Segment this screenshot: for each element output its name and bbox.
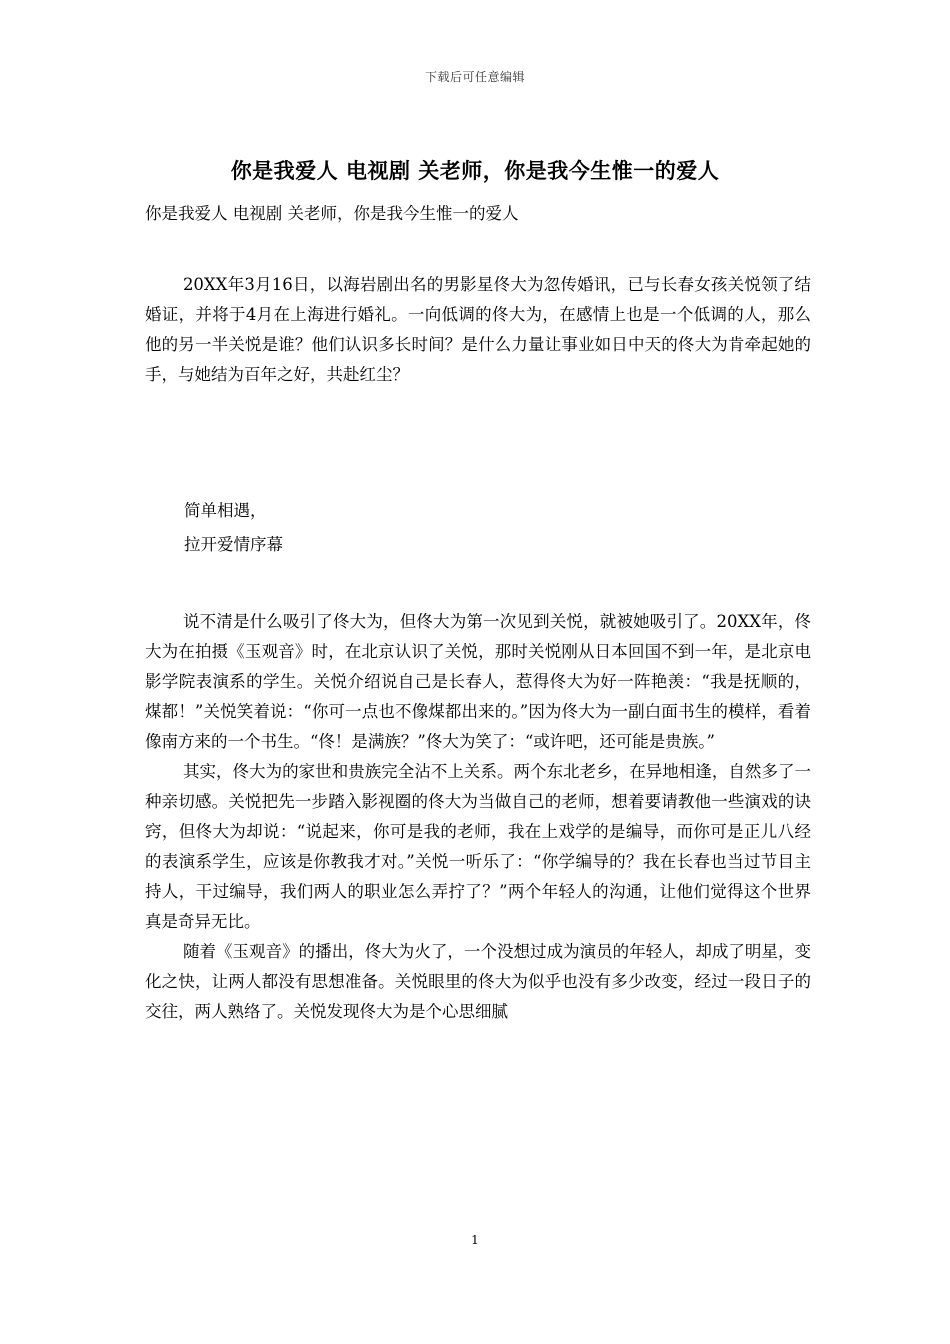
main-text-block (145, 607, 811, 1027)
intro-block (145, 270, 811, 390)
body-paragraph-3: 随着《玉观音》的播出，佟大为火了，一个没想过成为演员的年轻人，却成了明星，变化之快，让两人都没有思想准备。关悦眼里的佟大为似乎也没有多少改变，经过一段日子的交往，两人熟络了。关悦发现佟大为是个心思细腻 (145, 942, 811, 1021)
page-number: 1 (471, 1233, 479, 1247)
body-paragraph-2: 其实，佟大为的家世和贵族完全沾不上关系。两个东北老乡，在异地相逢，自然多了一种亲切感。关悦把先一步踏入影视圈的佟大为当做自己的老师，想着要请教他一些演戏的诀窍，但佟大为却说：“说起来，你可是我的老师，我在上戏学的是编导，而你可是正儿八经的表演系学生，应该是你教我才对。”关悦一听乐了：“你学编导的？我在长春也当过节目主持人，干过编导，我们两人的职业怎么弄拧了？”两个年轻人的沟通，让他们觉得这个世界真是奇异无比。 (145, 762, 811, 931)
intro-paragraph: 20XX年3月16日，以海岩剧出名的男影星佟大为忽传婚讯，已与长春女孩关悦领了结婚证，并将于4月在上海进行婚礼。一向低调的佟大为，在感情上也是一个低调的人，那么他的另一半关悦是谁？他们认识多长时间？是什么力量让事业如日中天的佟大为肯牵起她的手，与她结为百年之好，共赴红尘？ (145, 275, 811, 384)
section-heading-line-1: 简单相遇， (184, 501, 267, 520)
page-header-note: 下载后可任意编辑 (424, 70, 525, 84)
body-paragraph-1: 说不清是什么吸引了佟大为，但佟大为第一次见到关悦，就被她吸引了。20XX年，佟大为在拍摄《玉观音》时，在北京认识了关悦，那时关悦刚从日本回国不到一年，是北京电影学院表演系的学生。关悦介绍说自己是长春人，惹得佟大为好一阵艳羡：“我是抚顺的，煤都！”关悦笑着说：“你可一点也不像煤都出来的。”因为佟大为一副白面书生的模样，看着像南方来的一个书生。“佟！是满族？”佟大为笑了：“或许吧，还可能是贵族。” (145, 612, 811, 751)
section-heading-line-2: 拉开爱情序幕 (184, 535, 283, 554)
section-heading (145, 494, 811, 562)
document-title: 你是我爱人 电视剧 关老师，你是我今生惟一的爱人 (230, 158, 720, 183)
document-subtitle: 你是我爱人 电视剧 关老师，你是我今生惟一的爱人 (145, 204, 519, 223)
